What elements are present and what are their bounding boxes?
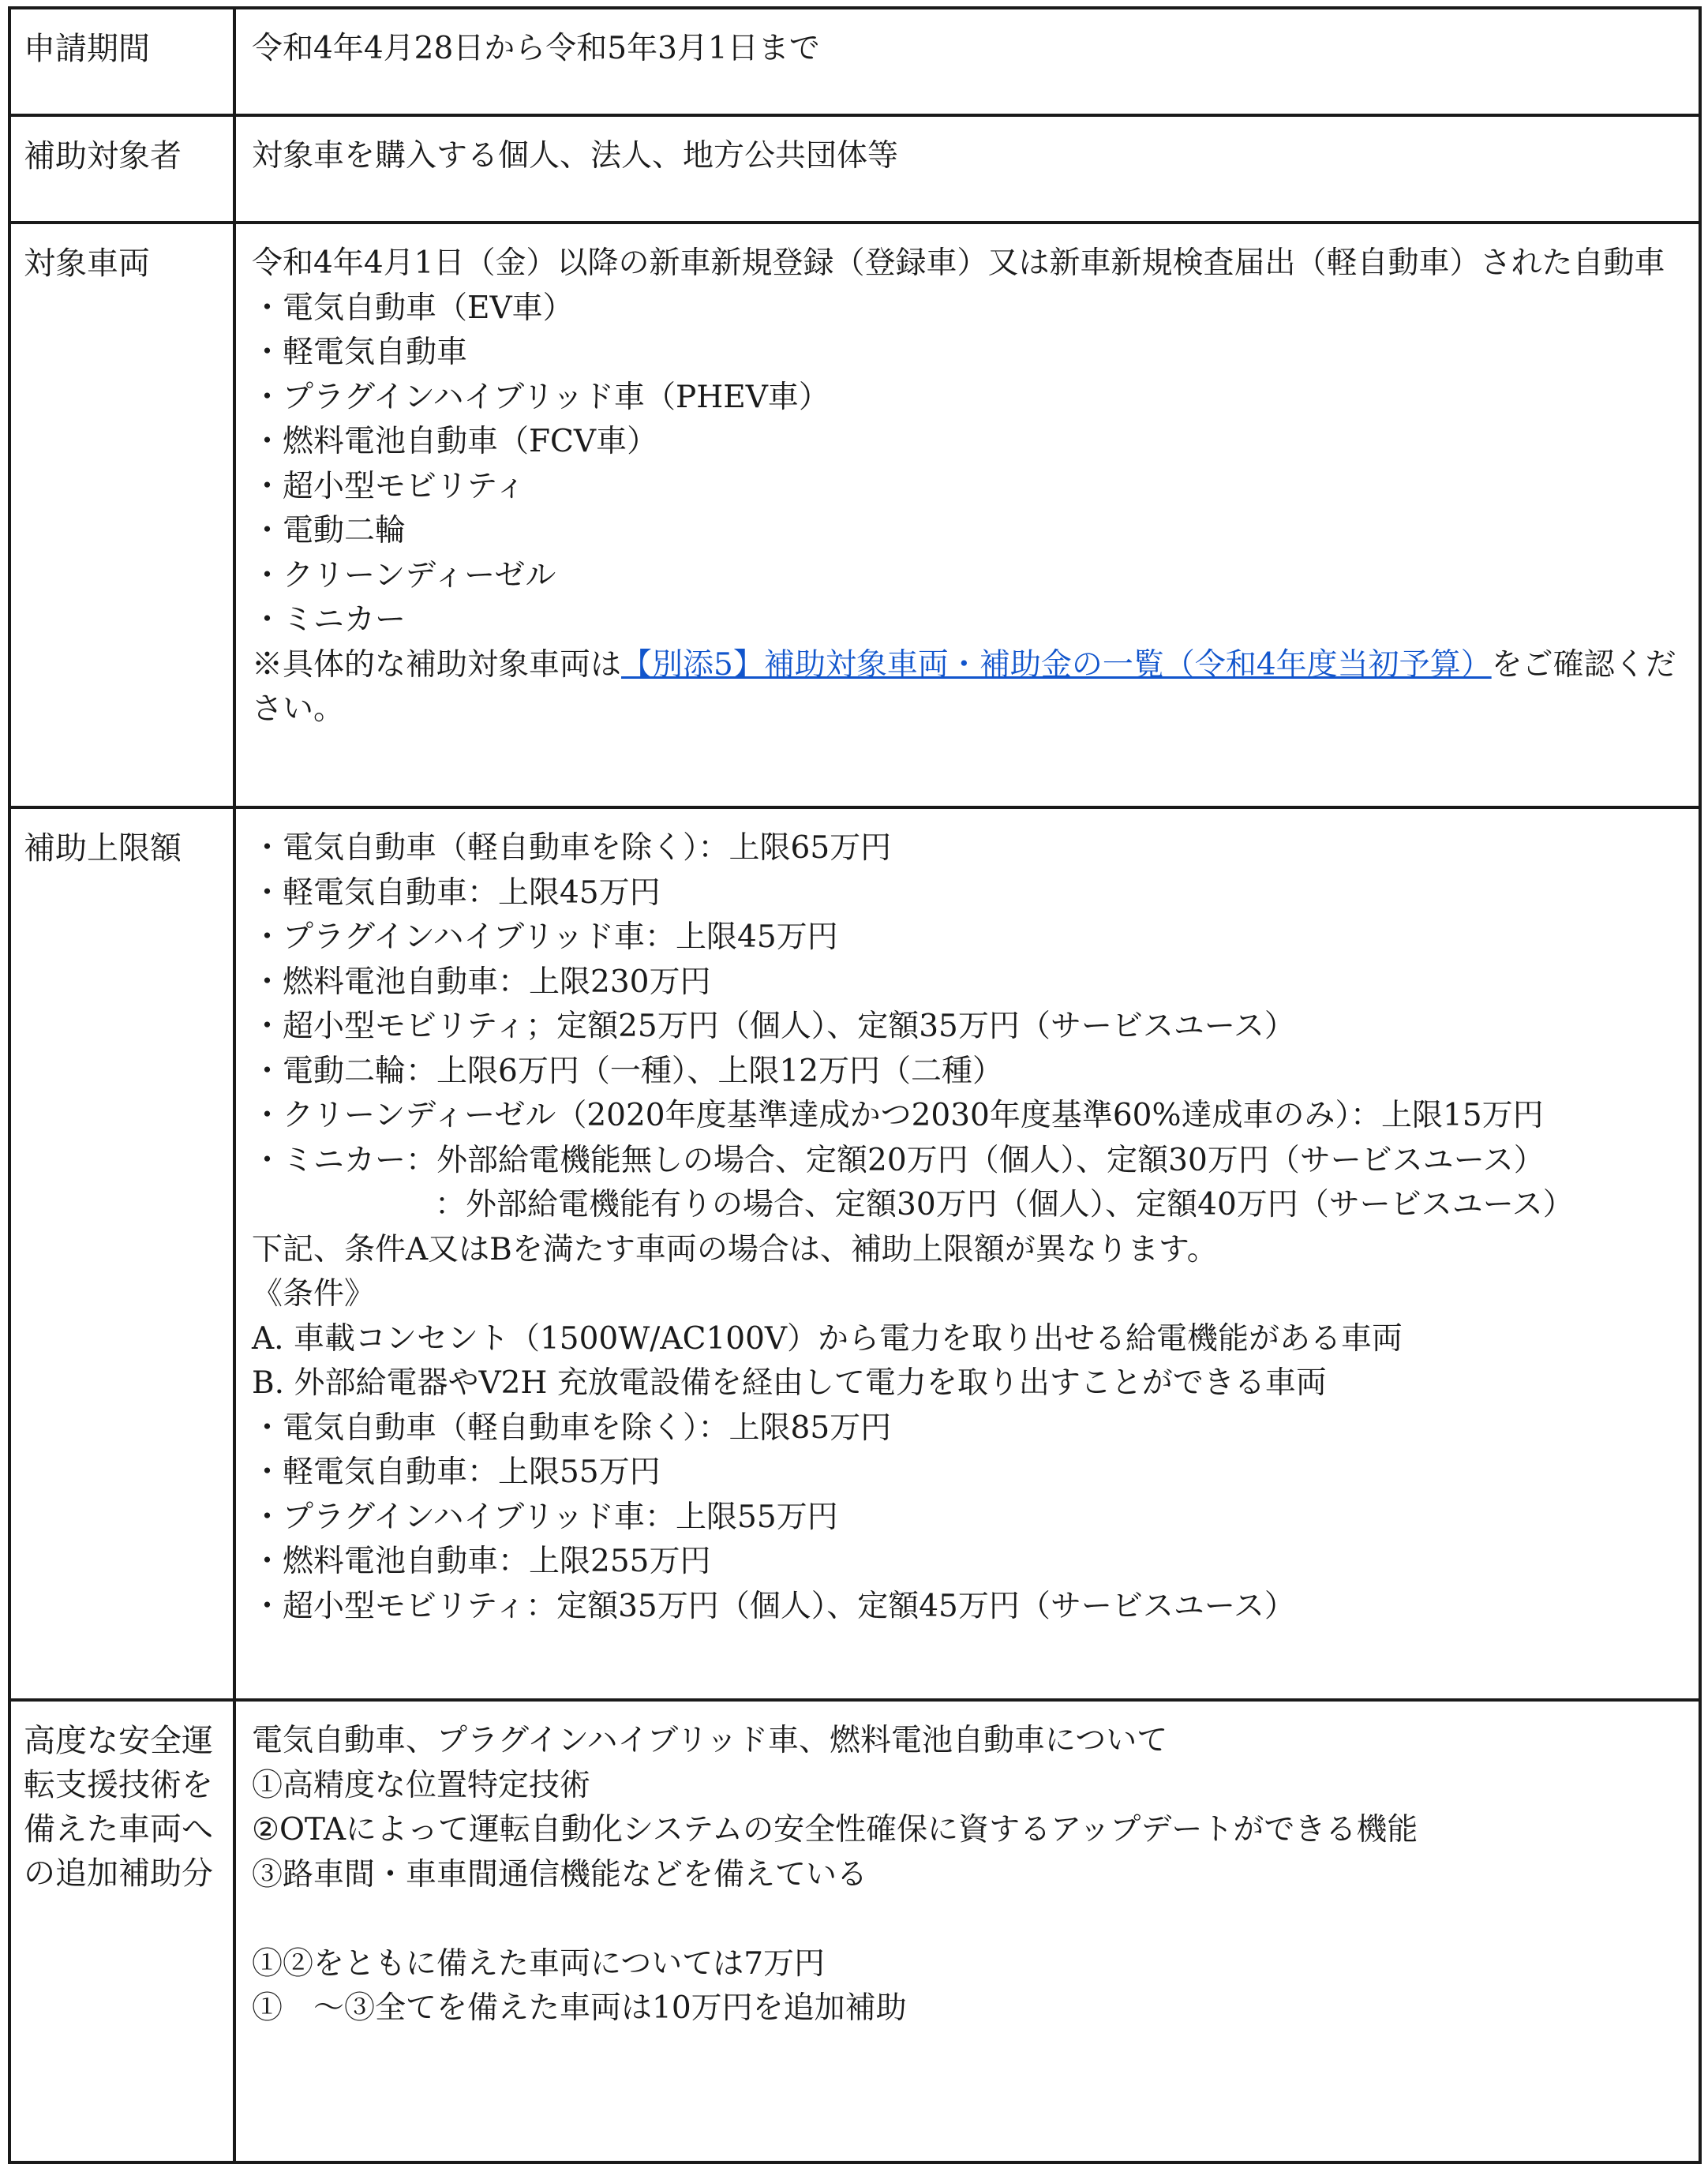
row-content bbox=[234, 807, 1700, 1700]
vehicle-item: ・プラグインハイブリッド車（PHEV車） bbox=[252, 379, 830, 415]
vehicle-item: ・クリーンディーゼル bbox=[252, 557, 556, 593]
text-line: 令和4年4月28日から令和5年3月1日まで bbox=[252, 31, 820, 66]
table-row bbox=[9, 1700, 1700, 2162]
limit-item: ・軽電気自動車：上限55万円 bbox=[252, 1455, 661, 1490]
note-suffix: をご確認ください。 bbox=[252, 646, 1676, 727]
limit-item: ・クリーンディーゼル（2020年度基準達成かつ2030年度基準60%達成車のみ）：上限15万円 bbox=[252, 1098, 1544, 1133]
row-label: 補助対象者 bbox=[9, 115, 234, 223]
condition-item: A. 車載コンセント（1500W/AC100V）から電力を取り出せる給電機能がある車両 bbox=[252, 1320, 1403, 1357]
row-label: 申請期間 bbox=[9, 8, 234, 115]
limit-item: ・超小型モビリティ：定額35万円（個人）、定額45万円（サービスユース） bbox=[252, 1588, 1295, 1624]
row-label: 対象車両 bbox=[9, 223, 234, 807]
safety-text: 電気自動車、プラグインハイブリッド車、燃料電池自動車について bbox=[252, 1723, 1168, 1758]
condition-item: B. 外部給電器やV2H 充放電設備を経由して電力を取り出すことができる車両 bbox=[252, 1365, 1327, 1401]
limit-item: ・超小型モビリティ；定額25万円（個人）、定額35万円（サービスユース） bbox=[252, 1009, 1295, 1044]
limit-item: ・燃料電池自動車：上限255万円 bbox=[252, 1544, 711, 1579]
row-content bbox=[234, 115, 1700, 223]
subsidy-table bbox=[8, 6, 1702, 2164]
vehicle-item: ・超小型モビリティ bbox=[252, 468, 526, 504]
limit-item: ・電気自動車（軽自動車を除く）：上限65万円 bbox=[252, 830, 892, 866]
limit-item: ・電気自動車（軽自動車を除く）：上限85万円 bbox=[252, 1410, 892, 1446]
attachment-link[interactable]: 【別添5】補助対象車両・補助金の一覧（令和4年度当初予算） bbox=[621, 646, 1492, 683]
vehicle-item: ・軽電気自動車 bbox=[252, 335, 468, 370]
row-content bbox=[234, 8, 1700, 115]
safety-item: ②OTAによって運転自動化システムの安全性確保に資するアップデートができる機能 bbox=[252, 1812, 1418, 1848]
limit-item: ・燃料電池自動車：上限230万円 bbox=[252, 964, 711, 1000]
table-row bbox=[9, 223, 1700, 807]
safety-item: ①高精度な位置特定技術 bbox=[252, 1767, 591, 1803]
limit-item: ・ミニカー：外部給電機能無しの場合、定額20万円（個人）、定額30万円（サービスユース） bbox=[252, 1142, 1545, 1178]
limit-item: ・電動二輪：上限6万円（一種）、上限12万円（二種） bbox=[252, 1053, 1003, 1089]
row-content bbox=[234, 223, 1700, 807]
limit-item: ・軽電気自動車：上限45万円 bbox=[252, 874, 661, 911]
spacer bbox=[252, 1897, 1686, 1942]
safety-item: ③路車間・車車間通信機能などを備えている bbox=[252, 1856, 868, 1893]
row-label: 補助上限額 bbox=[9, 807, 234, 1700]
intro-text: 令和4年4月1日（金）以降の新車新規登録（登録車）又は新車新規検査届出（軽自動車）された自動車 bbox=[252, 245, 1665, 281]
row-content bbox=[234, 1700, 1700, 2162]
table-row bbox=[9, 807, 1700, 1700]
row-label: 高度な安全運転支援技術を備えた車両への追加補助分 bbox=[9, 1700, 234, 2162]
limit-item-continued: ：外部給電機能有りの場合、定額30万円（個人）、定額40万円（サービスユース） bbox=[435, 1187, 1574, 1222]
table-row bbox=[9, 8, 1700, 115]
text-line: 対象車を購入する個人、法人、地方公共団体等 bbox=[252, 138, 899, 174]
note-prefix: ※具体的な補助対象車両は bbox=[252, 646, 622, 683]
table-row bbox=[9, 115, 1700, 223]
limit-item: ・プラグインハイブリッド車：上限45万円 bbox=[252, 919, 838, 955]
note-text bbox=[252, 643, 1686, 732]
condition-text: 下記、条件A又はBを満たす車両の場合は、補助上限額が異なります。 bbox=[252, 1231, 1218, 1267]
vehicle-item: ・ミニカー bbox=[252, 602, 406, 638]
vehicle-item: ・電気自動車（EV車） bbox=[252, 290, 574, 326]
bonus-item: ①②をともに備えた車両については7万円 bbox=[252, 1945, 826, 1982]
vehicle-item: ・電動二輪 bbox=[252, 513, 406, 548]
bonus-item: ① ～③全てを備えた車両は10万円を追加補助 bbox=[252, 1990, 907, 2026]
vehicle-item: ・燃料電池自動車（FCV車） bbox=[252, 424, 658, 459]
condition-heading: 《条件》 bbox=[252, 1276, 376, 1312]
limit-item: ・プラグインハイブリッド車：上限55万円 bbox=[252, 1499, 838, 1535]
